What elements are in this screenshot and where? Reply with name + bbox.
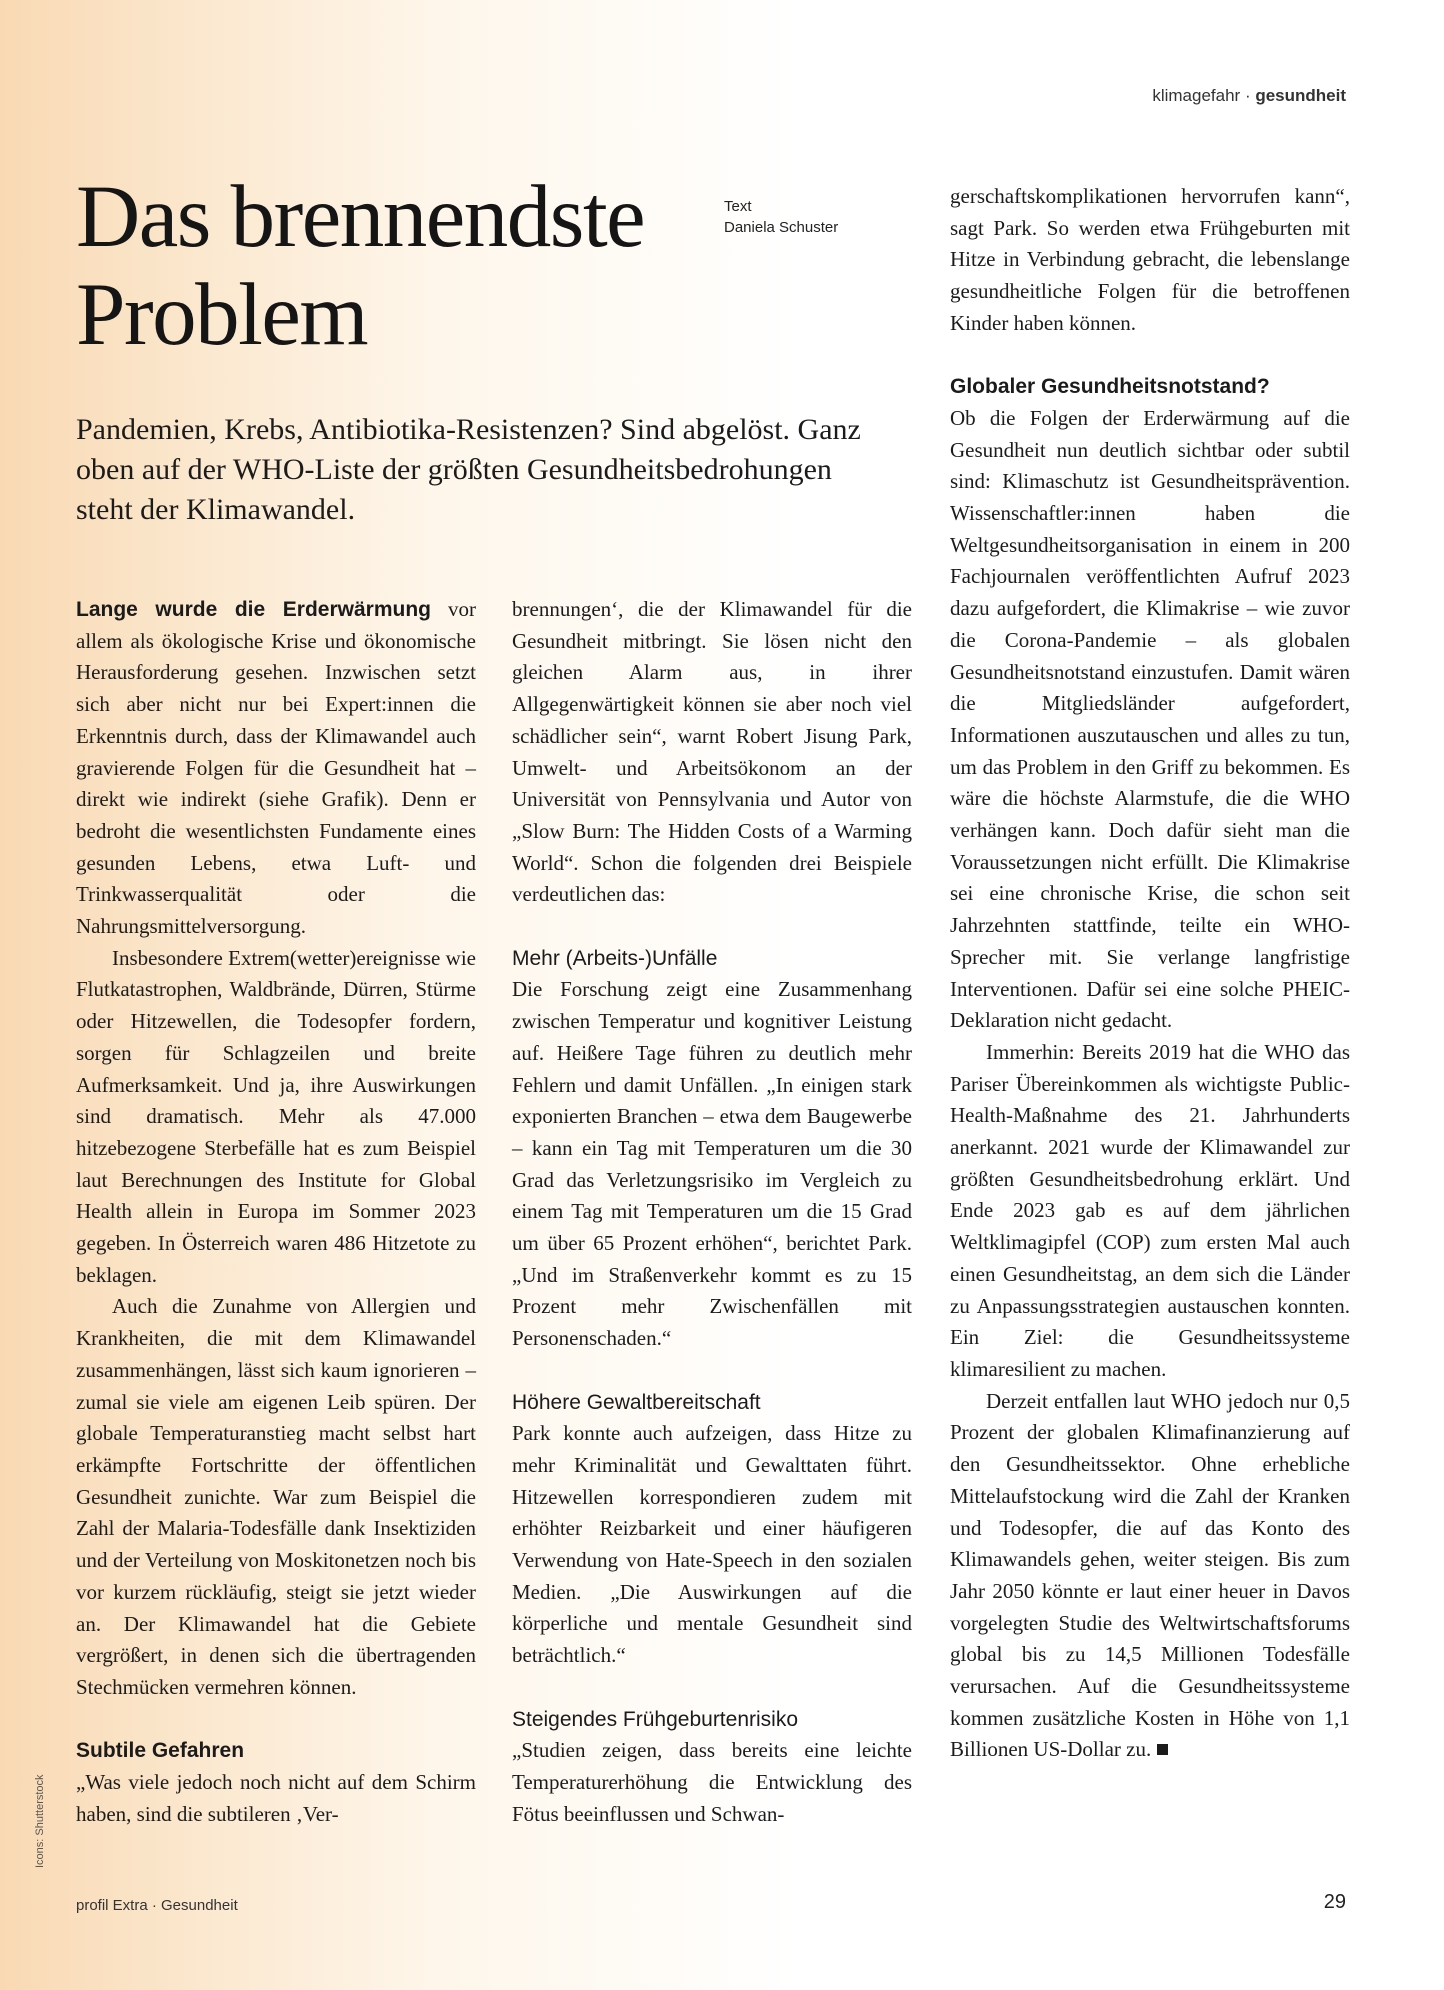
paragraph-subtile-start: „Was viele jedoch noch nicht auf dem Schirm haben, sind die subtileren ‚Ver-	[76, 1770, 476, 1826]
article-column-3	[950, 181, 1350, 1766]
page-number: 29	[1323, 1891, 1346, 1913]
subheading-unfaelle: Mehr (Arbeits-)Unfälle	[512, 946, 718, 970]
author-label: Text	[724, 198, 752, 215]
paragraph-extremwetter: Insbesondere Extrem(wetter)ereignisse wie Flutkatastrophen, Waldbrände, Dürren, Stürme oder Hitzewellen, die Todesopfer fordern, sorgen für Schlagzeilen und breite Aufmerksamkeit. Und ja, ihre Auswirkungen sind dramatisch. Mehr als 47.000 hitzebezogene Sterbefälle hat es zum Beispiel laut Berechnungen des Institute for Global Health allein in Europa im Sommer 2023 gegeben. In Österreich waren 486 Hitzetote zu beklagen.	[76, 945, 476, 1287]
intro-text: vor allem als ökologische Krise und ökonomische Herausforderung gesehen. Inzwischen setzt sich aber nicht nur bei Expert:innen die Erkenntnis durch, dass der Klimawandel auch gravierende Folgen für die Gesundheit hat – direkt wie indirekt (siehe Grafik). Denn er bedroht die wesentlichsten Fundamente eines gesunden Lebens, etwa Luft- und Trinkwasserqualität oder die Nahrungsmittelversorgung.	[76, 597, 476, 939]
subheading-notstand: Globaler Gesundheitsnotstand?	[950, 375, 1270, 399]
subheading-gewalt: Höhere Gewaltbereitschaft	[512, 1390, 761, 1414]
section-name: gesundheit	[1255, 86, 1346, 105]
paragraph-immerhin: Immerhin: Bereits 2019 hat die WHO das Pariser Übereinkommen als wichtigste Public-Health-Maßnahme des 21. Jahrhunderts anerkannt. 2021 wurde der Klimawandel zur größten Gesundheitsbedrohung erklärt. Und Ende 2023 gab es auf dem jährlichen Weltklimagipfel (COP) zum ersten Mal auch einen Gesundheitstag, an dem sich die Länder zu Anpassungsstrategien austauschen konnten. Ein Ziel: die Gesundheitssysteme klimaresilient zu machen.	[950, 1039, 1350, 1381]
paragraph-allergien: Auch die Zunahme von Allergien und Krankheiten, die mit dem Klimawandel zusammenhängen, lässt sich kaum ignorieren – zumal sie viele am eigenen Leib spüren. Der globale Temperaturanstieg macht selbst hart erkämpfte Fortschritte der öffentlichen Gesundheit zunichte. War zum Beispiel die Zahl der Malaria-Todesfälle dank Insektiziden und der Verteilung von Moskitonetzen noch bis vor kurzem rückläufig, steigt sie jetzt wieder an. Der Klimawandel hat die Gebiete vergrößert, in denen sich die übertragenden Stechmücken vermehren können.	[76, 1294, 476, 1699]
paragraph-fruehgeburten-end: gerschaftskomplikationen hervorrufen kann“, sagt Park. So werden etwa Frühgeburten mit Hitze in Verbindung gebracht, die lebenslange gesundheitliche Folgen für die betroffenen Kinder haben können.	[950, 184, 1350, 335]
article-lead: Pandemien, Krebs, Antibiotika-Resistenzen? Sind abgelöst. Ganz oben auf der WHO-Liste der größten Gesundheitsbedrohungen steht der Klimawandel.	[76, 413, 861, 526]
paragraph-derzeit-text: Derzeit entfallen laut WHO jedoch nur 0,5 Prozent der globalen Klimafinanzierung auf den Gesundheitssektor. Ohne erhebliche Mittelaufstockung wird die Zahl der Kranken und Todesopfer, die auf das Konto des Klimawandels gehen, weiter steigen. Bis zum Jahr 2050 könnte er laut einer heuer in Davos vorgelegten Studie des Weltwirtschaftsforums global bis zu 14,5 Millionen Todesfälle verursachen. Auf die Gesundheitssysteme kommen zusätzliche Kosten in Höhe von 1,1 Billionen US-Dollar zu.	[950, 1388, 1350, 1762]
footer-publication: profil Extra · Gesundheit	[76, 1897, 238, 1914]
paragraph-gewalt: Park konnte auch aufzeigen, dass Hitze zu mehr Kriminalität und Gewalttaten führt. Hitzewellen korrespondieren zudem mit erhöhter Reizbarkeit und einer häufigeren Verwendung von Hate-Speech in den sozialen Medien. „Die Auswirkungen auf die körperliche und mentale Gesundheit sind beträchtlich.“	[512, 1421, 912, 1668]
paragraph-notstand: Ob die Folgen der Erderwärmung auf die Gesundheit nun deutlich sichtbar oder subtil sind: Klimaschutz ist Gesundheitsprävention. Wissenschaftler:innen haben die Weltgesundheitsorganisation in einem in 200 Fachjournalen veröffentlichten Aufruf 2023 dazu aufgefordert, die Klimakrise – wie zuvor die Corona-Pandemie – als globalen Gesundheitsnotstand einzustufen. Damit wären die Mitgliedsländer aufgefordert, Informationen auszutauschen und alles zu tun, um das Problem in den Griff zu bekommen. Es wäre die höchste Alarmstufe, die die WHO verhängen kann. Doch dafür sieht man die Voraussetzungen nicht erfüllt. Die Klimakrise sei eine chronische Krise, die schon seit Jahrzehnten stattfinde, teilte ein WHO-Sprecher mit. Sie verlange langfristige Interventionen. Dafür sei eine solche PHEIC-Deklaration nicht gedacht.	[950, 405, 1350, 1033]
intro-paragraph	[76, 594, 476, 943]
paragraph-derzeit	[950, 1386, 1350, 1766]
end-mark-icon	[1157, 1744, 1168, 1755]
intro-lead-in: Lange wurde die Erderwärmung	[76, 598, 431, 621]
paragraph-unfaelle: Die Forschung zeigt eine Zusammenhang zwischen Temperatur und kognitiver Leistung auf. Heißere Tage führen zu deutlich mehr Fehlern und damit Unfällen. „In einigen stark exponierten Branchen – etwa dem Baugewerbe – kann ein Tag mit Temperaturen um die 30 Grad das Verletzungsrisiko im Vergleich zu einem Tag mit Temperaturen um die 15 Grad um über 65 Prozent erhöhen“, berichtet Park. „Und im Straßenverkehr kommt es zu 15 Prozent mehr Zwischenfällen mit Personenschaden.“	[512, 977, 912, 1351]
article-column-2	[512, 594, 912, 1830]
paragraph-subtile-end: brennungen‘, die der Klimawandel für die Gesundheit mitbringt. Sie lösen nicht den gleichen Alarm aus, in ihrer Allgegenwärtigkeit können sie aber noch viel schädlicher sein“, warnt Robert Jisung Park, Umwelt- und Arbeitsökonom an der Universität von Pennsylvania und Autor von „Slow Burn: The Hidden Costs of a Warming World“. Schon die folgenden drei Beispiele verdeutlichen das:	[512, 597, 912, 907]
author-block	[724, 196, 838, 238]
image-credit: Icons: Shutterstock	[34, 1774, 46, 1868]
subheading-subtile-gefahren: Subtile Gefahren	[76, 1739, 245, 1763]
article-headline: Das brennendste Problem	[76, 168, 645, 364]
author-name: Daniela Schuster	[724, 219, 839, 236]
subheading-fruehgeburten: Steigendes Frühgeburtenrisiko	[512, 1707, 799, 1731]
article-column-1	[76, 594, 476, 1830]
section-header	[1152, 86, 1346, 106]
section-category: klimagefahr	[1152, 86, 1241, 105]
section-separator: ·	[1240, 86, 1256, 105]
paragraph-fruehgeburten-start: „Studien zeigen, dass bereits eine leichte Temperaturerhöhung die Entwicklung des Fötus beeinflussen und Schwan-	[512, 1738, 912, 1826]
